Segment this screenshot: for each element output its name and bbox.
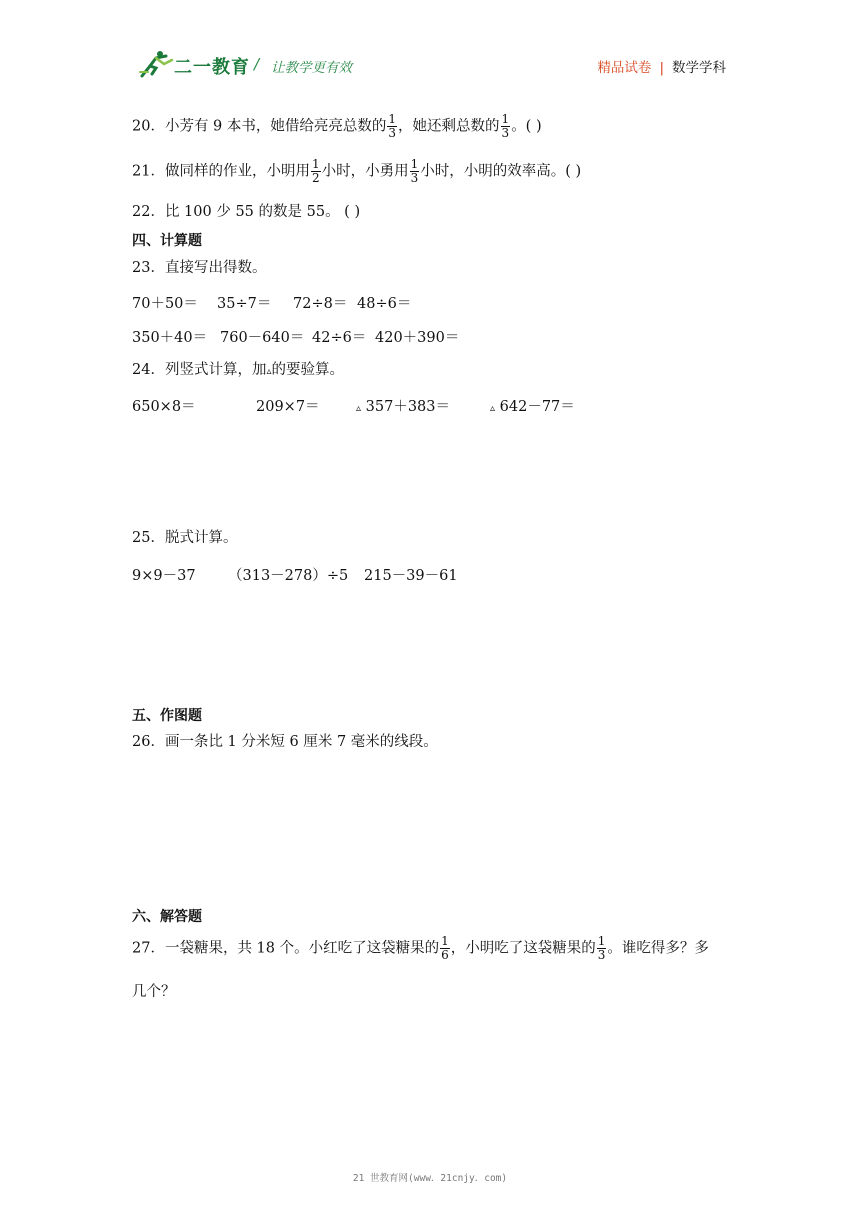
- q21-text-b: 小时，小勇用: [321, 163, 409, 180]
- header-label: 精品试卷: [597, 60, 652, 76]
- logo-slash: /: [254, 55, 260, 73]
- calc-expression: 642－77＝: [499, 399, 575, 415]
- calc-item-verify: [490, 395, 575, 416]
- calc-item: 420＋390＝: [375, 330, 460, 346]
- logo-text: 二一教育: [174, 57, 250, 78]
- question-20: [132, 113, 542, 140]
- q27-text-b: ，小明吃了这袋糖果的: [450, 940, 596, 957]
- question-24-prompt: [132, 360, 344, 382]
- fraction: [311, 158, 321, 185]
- question-23-prompt: 23．直接写出得数。: [132, 260, 267, 276]
- q21-text-a: 21．做同样的作业，小明用: [132, 163, 310, 180]
- calc-item: 9×9－37: [132, 568, 196, 584]
- calc-item: 209×7＝: [256, 399, 320, 415]
- calc-item: 48÷6＝: [357, 296, 412, 312]
- fraction-denominator: 6: [441, 948, 449, 962]
- fraction-denominator: 3: [388, 126, 397, 140]
- q20-text-a: 20．小芳有 9 本书，她借给亮亮总数的: [132, 118, 387, 135]
- fraction-numerator: 1: [501, 112, 510, 126]
- header-right: [597, 56, 726, 76]
- calc-item: （313－278）÷5: [228, 568, 349, 584]
- header-separator: |: [659, 60, 664, 76]
- fraction-denominator: 3: [597, 948, 606, 962]
- q20-text-c: 。( ): [511, 118, 542, 135]
- fraction: [440, 935, 450, 962]
- header-subject: 数学学科: [672, 60, 726, 76]
- question-21: [132, 158, 581, 185]
- fraction-numerator: 1: [388, 112, 397, 126]
- question-26: 26．画一条比 1 分米短 6 厘米 7 毫米的线段。: [132, 734, 438, 750]
- fraction: [501, 113, 511, 140]
- section-title-6: 六、解答题: [132, 909, 202, 925]
- page-footer: 21 世教育网(www．21cnjy．com): [352, 1173, 508, 1184]
- fraction-numerator: 1: [311, 157, 320, 171]
- triangle-icon: ▵: [266, 366, 272, 377]
- fraction-denominator: 3: [501, 126, 510, 140]
- question-27-line2: 几个？: [132, 984, 176, 1000]
- fraction: [410, 158, 420, 185]
- calc-item: 350＋40＝: [132, 330, 208, 346]
- section-title-5: 五、作图题: [132, 708, 202, 724]
- fraction: [597, 935, 607, 962]
- calc-item: 215－39－61: [364, 568, 458, 584]
- triangle-icon: ▵: [356, 403, 362, 414]
- calc-item: 70＋50＝: [132, 296, 198, 312]
- q27-text-c: 。谁吃得多？多: [607, 940, 709, 957]
- fraction-numerator: 1: [597, 934, 606, 948]
- fraction: [387, 113, 397, 140]
- q20-text-b: ，她还剩总数的: [398, 118, 500, 135]
- logo-slogan: 让教学更有效: [271, 60, 352, 76]
- calc-expression: 357＋383＝: [365, 399, 450, 415]
- fraction-denominator: 2: [311, 171, 320, 185]
- question-27: [132, 935, 709, 962]
- triangle-icon: ▵: [490, 403, 496, 414]
- calc-item: 42÷6＝: [312, 330, 367, 346]
- q21-text-c: 小时，小明的效率高。( ): [420, 163, 582, 180]
- running-man-icon: [138, 50, 178, 78]
- calc-item: 72÷8＝: [293, 296, 348, 312]
- q24-text-b: 的要验算。: [271, 362, 344, 378]
- q27-text-a: 27．一袋糖果，共 18 个。小红吃了这袋糖果的: [132, 940, 440, 957]
- calc-item: 35÷7＝: [217, 296, 272, 312]
- calc-item: 760－640＝: [220, 330, 305, 346]
- fraction-numerator: 1: [410, 157, 419, 171]
- section-title-4: 四、计算题: [132, 233, 202, 249]
- calc-item: 650×8＝: [132, 399, 196, 415]
- q24-text-a: 24．列竖式计算，加: [132, 362, 267, 378]
- fraction-denominator: 3: [410, 171, 419, 185]
- fraction-numerator: 1: [441, 934, 449, 948]
- header-logo: [138, 50, 370, 80]
- calc-item-verify: [356, 395, 450, 416]
- question-25-prompt: 25．脱式计算。: [132, 530, 238, 546]
- question-22: 22．比 100 少 55 的数是 55。 ( ): [132, 204, 361, 220]
